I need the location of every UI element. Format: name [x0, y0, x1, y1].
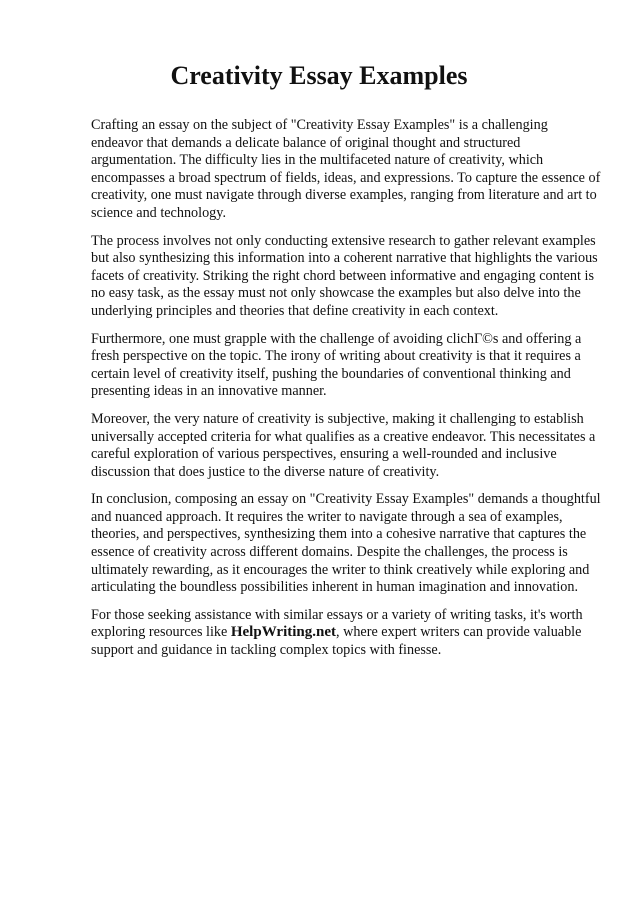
paragraph-4: Moreover, the very nature of creativity is subjective, making it challenging to establish universally accepted criteria for what qualifies as a creative endeavor. This necessitates a careful exploration of various perspectives, ensuring a well-rounded and inclusive discussion that does justice to the diverse nature of creativity.	[91, 410, 596, 480]
closing-text-after-link: , where expert writers can provide valuable support and guidance in tackling complex topics with finesse.	[91, 624, 582, 659]
closing-paragraph	[91, 607, 601, 660]
paragraph-1: Crafting an essay on the subject of "Creativity Essay Examples" is a challenging endeavor that demands a delicate balance of original thought and structured argumentation. The difficulty lies in the multifaceted nature of creativity, which encompasses a broad spectrum of fields, ideas, and expressions. To capture the essence of creativity, one must navigate through diverse examples, ranging from literature and art to science and technology.	[91, 117, 601, 221]
paragraph-2: The process involves not only conducting extensive research to gather relevant examples but also synthesizing this information into a coherent narrative that highlights the various facets of creativity. Striking the right chord between informative and engaging content is no easy task, as the essay must not only showcase the examples but also delve into the underlying principles and theories that define creativity in each context.	[91, 232, 598, 319]
paragraph-3: Furthermore, one must grapple with the challenge of avoiding clichГ©s and offering a fresh perspective on the topic. The irony of writing about creativity is that it requires a certain level of creativity itself, pushing the boundaries of conventional thinking and presenting ideas in an innovative manner.	[91, 330, 582, 400]
closing-text-before-link: For those seeking assistance with similar essays or a variety of writing tasks, it's worth exploring resources like	[91, 606, 583, 641]
paragraph-5: In conclusion, composing an essay on "Creativity Essay Examples" demands a thoughtful and nuanced approach. It requires the writer to navigate through a sea of examples, theories, and perspectives, synthesizing them into a cohesive narrative that captures the essence of creativity across different domains. Despite the challenges, the process is ultimately rewarding, as it encourages the writer to think creatively while exploring and articulating the boundless possibilities inherent in human imagination and innovation.	[91, 491, 601, 596]
page-title: Creativity Essay Examples	[170, 61, 468, 90]
helpwriting-link[interactable]: HelpWriting.net	[230, 624, 336, 641]
